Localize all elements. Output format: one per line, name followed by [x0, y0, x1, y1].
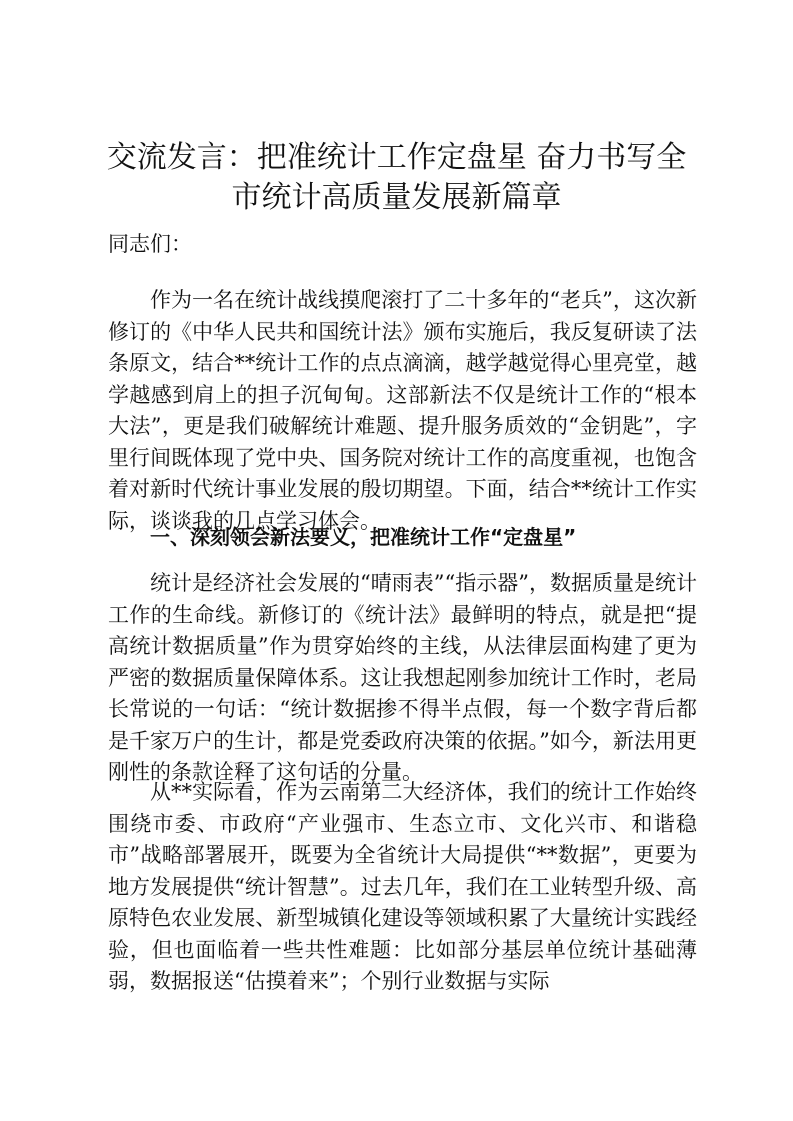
section-heading-1: 一、深刻领会新法要义，把准统计工作“定盘星”	[150, 525, 577, 549]
salutation: 同志们：	[108, 232, 192, 256]
paragraph-section-1-b: 从**实际看，作为云南第二大经济体，我们的统计工作始终围绕市委、市政府“产业强市、生态立市、文化兴市、和谐稳市”战略部署展开，既要为全省统计大局提供“**数据”，更要为地方发展提供“统计智慧”。过去几年，我们在工业转型升级、高原特色农业发展、新型城镇化建设等领域积累了大量统计实践经验，但也面临着一些共性难题：比如部分基层单位统计基础薄弱，数据报送“估摸着来”；个别行业数据与实际	[108, 780, 697, 993]
document-title: 交流发言：把准统计工作定盘星 奋力书写全市统计高质量发展新篇章	[106, 140, 687, 215]
paragraph-intro: 作为一名在统计战线摸爬滚打了二十多年的“老兵”，这次新修订的《中华人民共和国统计法》颁布实施后，我反复研读了法条原文，结合**统计工作的点点滴滴，越学越觉得心里亮堂，越学越感到肩上的担子沉甸甸。这部新法不仅是统计工作的“根本大法”，更是我们破解统计难题、提升服务质效的“金钥匙”，字里行间既体现了党中央、国务院对统计工作的高度重视，也饱含着对新时代统计事业发展的殷切期望。下面，结合**统计工作实际，谈谈我的几点学习体会。	[108, 288, 697, 533]
paragraph-section-1-a: 统计是经济社会发展的“晴雨表”“指示器”，数据质量是统计工作的生命线。新修订的《统计法》最鲜明的特点，就是把“提高统计数据质量”作为贯穿始终的主线，从法律层面构建了更为严密的数据质量保障体系。这让我想起刚参加统计工作时，老局长常说的一句话：“统计数据掺不得半点假，每一个数字背后都是千家万户的生计，都是党委政府决策的依据。”如今，新法用更刚性的条款诠释了这句话的分量。	[108, 571, 697, 784]
